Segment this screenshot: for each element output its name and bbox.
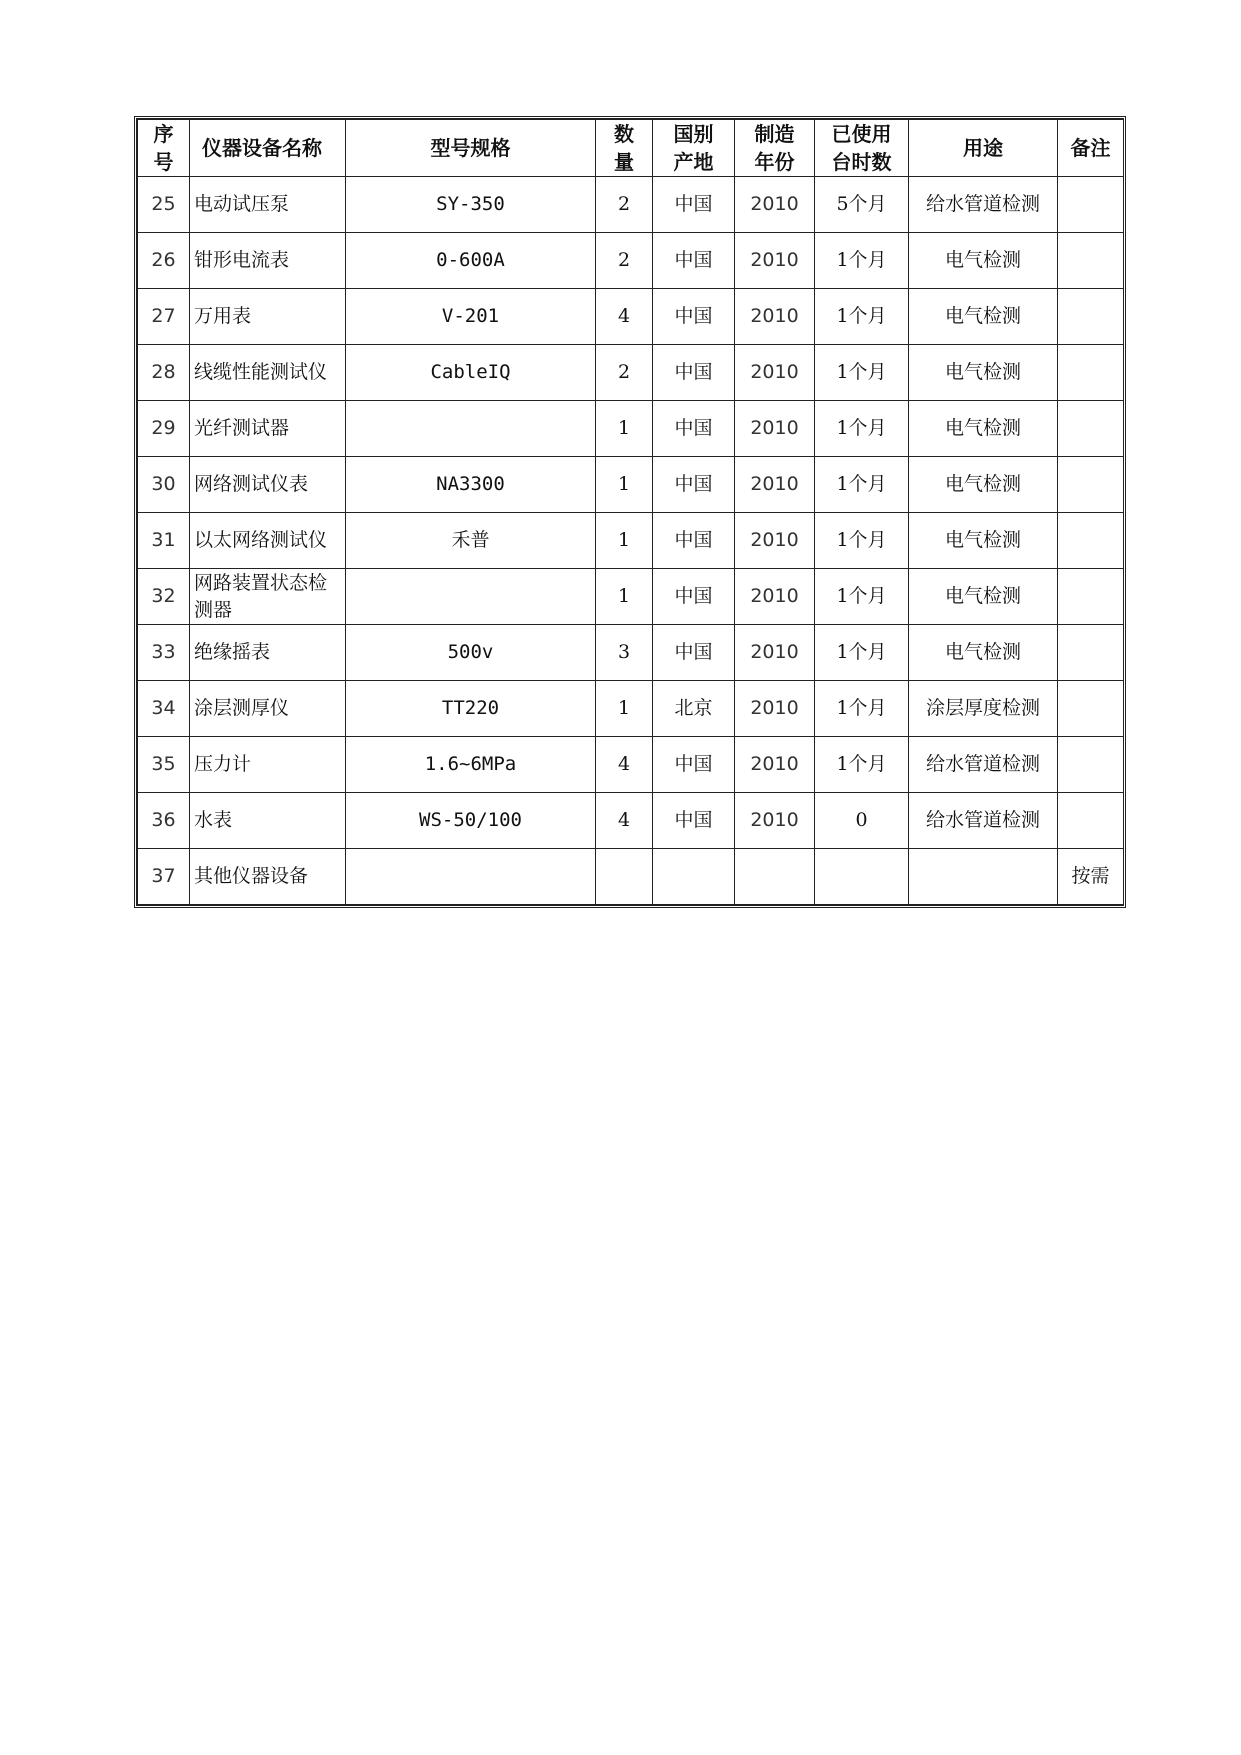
cell-use: 给水管道检测: [909, 737, 1058, 793]
cell-hours: 1个月: [815, 681, 909, 737]
cell-origin: 中国: [653, 513, 735, 569]
table-row: [138, 401, 1124, 457]
cell-name: 线缆性能测试仪: [190, 345, 346, 401]
cell-seq: 35: [138, 737, 190, 793]
cell-model: 0-600A: [346, 233, 596, 289]
cell-hours: 1个月: [815, 569, 909, 625]
cell-hours: 1个月: [815, 513, 909, 569]
header-year: 制造 年份: [735, 120, 815, 177]
cell-qty: 4: [596, 289, 653, 345]
cell-model: [346, 401, 596, 457]
table-row: [138, 345, 1124, 401]
equipment-table: [137, 119, 1124, 905]
cell-model: 1.6~6MPa: [346, 737, 596, 793]
cell-note: [1058, 177, 1124, 233]
cell-name: 水表: [190, 793, 346, 849]
cell-qty: 2: [596, 345, 653, 401]
cell-model: TT220: [346, 681, 596, 737]
cell-name: 网路装置状态检测器: [190, 569, 346, 625]
cell-hours: 1个月: [815, 345, 909, 401]
table-row: [138, 737, 1124, 793]
cell-origin: 中国: [653, 401, 735, 457]
cell-seq: 29: [138, 401, 190, 457]
table-row: [138, 849, 1124, 905]
table-row: [138, 457, 1124, 513]
cell-origin: 中国: [653, 345, 735, 401]
cell-seq: 28: [138, 345, 190, 401]
cell-qty: 1: [596, 457, 653, 513]
cell-origin: 中国: [653, 233, 735, 289]
cell-year: 2010: [735, 457, 815, 513]
cell-note: [1058, 569, 1124, 625]
cell-seq: 26: [138, 233, 190, 289]
cell-note: [1058, 513, 1124, 569]
cell-seq: 32: [138, 569, 190, 625]
header-origin: 国别 产地: [653, 120, 735, 177]
cell-note: [1058, 793, 1124, 849]
cell-origin: 中国: [653, 177, 735, 233]
cell-model: 500v: [346, 625, 596, 681]
cell-year: 2010: [735, 289, 815, 345]
cell-note: [1058, 401, 1124, 457]
cell-name: 绝缘摇表: [190, 625, 346, 681]
cell-seq: 27: [138, 289, 190, 345]
cell-origin: 中国: [653, 569, 735, 625]
cell-name: 以太网络测试仪: [190, 513, 346, 569]
cell-year: [735, 849, 815, 905]
cell-qty: 2: [596, 177, 653, 233]
cell-year: 2010: [735, 233, 815, 289]
header-use: 用途: [909, 120, 1058, 177]
cell-name: 光纤测试器: [190, 401, 346, 457]
cell-qty: 1: [596, 569, 653, 625]
cell-use: 电气检测: [909, 401, 1058, 457]
cell-seq: 30: [138, 457, 190, 513]
cell-hours: 1个月: [815, 233, 909, 289]
cell-model: NA3300: [346, 457, 596, 513]
cell-name: 涂层测厚仪: [190, 681, 346, 737]
cell-origin: 北京: [653, 681, 735, 737]
cell-use: 涂层厚度检测: [909, 681, 1058, 737]
cell-qty: 4: [596, 793, 653, 849]
header-qty: 数 量: [596, 120, 653, 177]
cell-use: 电气检测: [909, 233, 1058, 289]
cell-qty: 1: [596, 513, 653, 569]
cell-qty: 1: [596, 681, 653, 737]
cell-qty: 4: [596, 737, 653, 793]
cell-hours: 1个月: [815, 457, 909, 513]
cell-name: 万用表: [190, 289, 346, 345]
cell-hours: [815, 849, 909, 905]
cell-model: [346, 569, 596, 625]
cell-name: 钳形电流表: [190, 233, 346, 289]
table-header-row: [138, 120, 1124, 177]
cell-use: 电气检测: [909, 513, 1058, 569]
header-seq: 序 号: [138, 120, 190, 177]
cell-year: 2010: [735, 737, 815, 793]
cell-origin: 中国: [653, 457, 735, 513]
header-name: 仪器设备名称: [190, 120, 346, 177]
cell-seq: 36: [138, 793, 190, 849]
cell-name: 电动试压泵: [190, 177, 346, 233]
cell-name: 其他仪器设备: [190, 849, 346, 905]
cell-note: [1058, 457, 1124, 513]
cell-seq: 31: [138, 513, 190, 569]
cell-origin: 中国: [653, 625, 735, 681]
cell-note: 按需: [1058, 849, 1124, 905]
table-row: [138, 625, 1124, 681]
cell-model: WS-50/100: [346, 793, 596, 849]
table-row: [138, 177, 1124, 233]
cell-use: 电气检测: [909, 345, 1058, 401]
cell-hours: 0: [815, 793, 909, 849]
cell-year: 2010: [735, 793, 815, 849]
cell-name: 压力计: [190, 737, 346, 793]
table-row: [138, 513, 1124, 569]
table-row: [138, 569, 1124, 625]
cell-use: 给水管道检测: [909, 177, 1058, 233]
cell-use: 电气检测: [909, 289, 1058, 345]
equipment-table-frame: [134, 116, 1126, 908]
cell-use: 电气检测: [909, 625, 1058, 681]
header-hours: 已使用 台时数: [815, 120, 909, 177]
cell-qty: [596, 849, 653, 905]
cell-use: 电气检测: [909, 457, 1058, 513]
cell-note: [1058, 345, 1124, 401]
cell-year: 2010: [735, 681, 815, 737]
cell-hours: 1个月: [815, 625, 909, 681]
header-note: 备注: [1058, 120, 1124, 177]
cell-model: 禾普: [346, 513, 596, 569]
cell-name: 网络测试仪表: [190, 457, 346, 513]
cell-note: [1058, 625, 1124, 681]
cell-year: 2010: [735, 513, 815, 569]
cell-use: 电气检测: [909, 569, 1058, 625]
cell-seq: 37: [138, 849, 190, 905]
cell-model: CableIQ: [346, 345, 596, 401]
cell-hours: 1个月: [815, 737, 909, 793]
cell-origin: 中国: [653, 289, 735, 345]
cell-hours: 1个月: [815, 289, 909, 345]
cell-origin: 中国: [653, 737, 735, 793]
cell-note: [1058, 681, 1124, 737]
cell-hours: 1个月: [815, 401, 909, 457]
cell-note: [1058, 233, 1124, 289]
cell-seq: 25: [138, 177, 190, 233]
table-row: [138, 681, 1124, 737]
cell-model: [346, 849, 596, 905]
cell-year: 2010: [735, 569, 815, 625]
cell-seq: 34: [138, 681, 190, 737]
cell-year: 2010: [735, 401, 815, 457]
cell-year: 2010: [735, 625, 815, 681]
cell-use: 给水管道检测: [909, 793, 1058, 849]
table-row: [138, 793, 1124, 849]
cell-qty: 3: [596, 625, 653, 681]
cell-use: [909, 849, 1058, 905]
cell-seq: 33: [138, 625, 190, 681]
table-row: [138, 233, 1124, 289]
cell-qty: 1: [596, 401, 653, 457]
cell-origin: [653, 849, 735, 905]
table-row: [138, 289, 1124, 345]
cell-hours: 5个月: [815, 177, 909, 233]
header-model: 型号规格: [346, 120, 596, 177]
cell-year: 2010: [735, 345, 815, 401]
cell-note: [1058, 737, 1124, 793]
cell-model: SY-350: [346, 177, 596, 233]
cell-origin: 中国: [653, 793, 735, 849]
cell-qty: 2: [596, 233, 653, 289]
cell-year: 2010: [735, 177, 815, 233]
cell-model: V-201: [346, 289, 596, 345]
cell-note: [1058, 289, 1124, 345]
